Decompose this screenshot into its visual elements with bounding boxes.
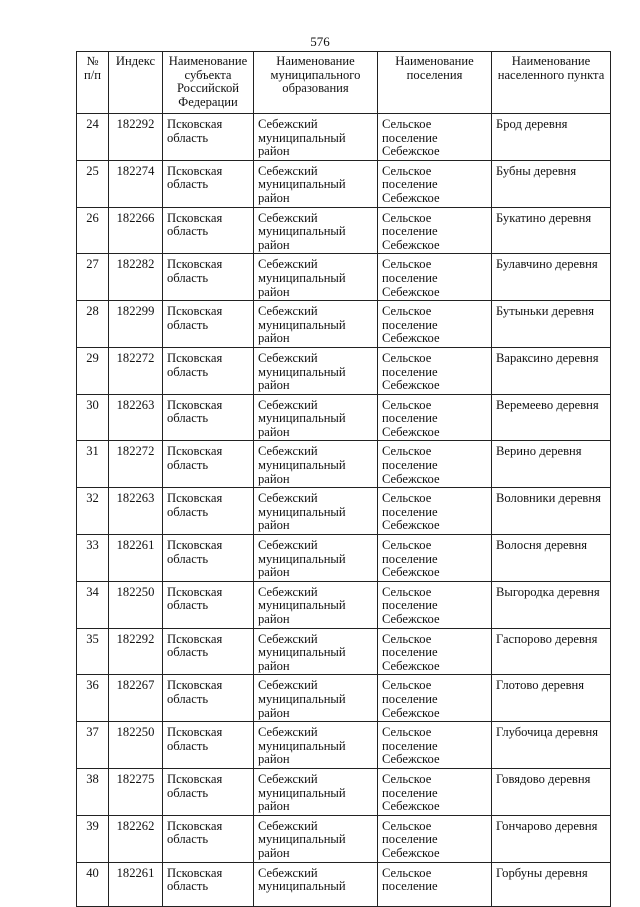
cell-index: 182266: [109, 207, 163, 254]
cell-settlement: Сельское поселение Себежское: [378, 722, 492, 769]
cell-locality: Глубочица деревня: [492, 722, 611, 769]
cell-region: Псковская область: [163, 722, 254, 769]
table-body: [77, 114, 611, 907]
table-row: [77, 254, 611, 301]
cell-settlement: Сельское поселение Себежское: [378, 581, 492, 628]
cell-number: 38: [77, 768, 109, 815]
cell-settlement: Сельское поселение Себежское: [378, 394, 492, 441]
cell-region: Псковская область: [163, 628, 254, 675]
cell-number: 40: [77, 862, 109, 906]
cell-settlement: Сельское поселение Себежское: [378, 441, 492, 488]
table-row: [77, 301, 611, 348]
header-row: [77, 52, 611, 114]
table-row: [77, 768, 611, 815]
cell-index: 182261: [109, 862, 163, 906]
cell-number: 34: [77, 581, 109, 628]
cell-index: 182282: [109, 254, 163, 301]
cell-locality: Булавчино деревня: [492, 254, 611, 301]
cell-number: 31: [77, 441, 109, 488]
cell-number: 24: [77, 114, 109, 161]
cell-locality: Глотово деревня: [492, 675, 611, 722]
table-row: [77, 581, 611, 628]
cell-municipality: Себежский муниципальный район: [254, 347, 378, 394]
cell-settlement: Сельское поселение: [378, 862, 492, 906]
cell-settlement: Сельское поселение Себежское: [378, 254, 492, 301]
cell-municipality: Себежский муниципальный район: [254, 254, 378, 301]
cell-index: 182274: [109, 160, 163, 207]
cell-locality: Бубны деревня: [492, 160, 611, 207]
cell-locality: Воловники деревня: [492, 488, 611, 535]
header-index: Индекс: [109, 52, 163, 114]
cell-settlement: Сельское поселение Себежское: [378, 347, 492, 394]
table-row: [77, 862, 611, 906]
cell-municipality: Себежский муниципальный район: [254, 488, 378, 535]
cell-municipality: Себежский муниципальный район: [254, 768, 378, 815]
table-row: [77, 347, 611, 394]
cell-settlement: Сельское поселение Себежское: [378, 114, 492, 161]
cell-index: 182267: [109, 675, 163, 722]
cell-locality: Бутыньки деревня: [492, 301, 611, 348]
cell-locality: Брод деревня: [492, 114, 611, 161]
cell-index: 182272: [109, 347, 163, 394]
cell-index: 182261: [109, 535, 163, 582]
cell-locality: Букатино деревня: [492, 207, 611, 254]
cell-number: 37: [77, 722, 109, 769]
cell-municipality: Себежский муниципальный район: [254, 722, 378, 769]
cell-index: 182263: [109, 394, 163, 441]
cell-settlement: Сельское поселение Себежское: [378, 815, 492, 862]
cell-settlement: Сельское поселение Себежское: [378, 488, 492, 535]
table-row: [77, 394, 611, 441]
cell-index: 182263: [109, 488, 163, 535]
cell-number: 27: [77, 254, 109, 301]
cell-locality: Гончарово деревня: [492, 815, 611, 862]
cell-locality: Вараксино деревня: [492, 347, 611, 394]
cell-settlement: Сельское поселение Себежское: [378, 160, 492, 207]
cell-settlement: Сельское поселение Себежское: [378, 768, 492, 815]
table-row: [77, 207, 611, 254]
cell-region: Псковская область: [163, 675, 254, 722]
table-row: [77, 535, 611, 582]
table-row: [77, 815, 611, 862]
localities-table: [76, 51, 611, 907]
cell-number: 28: [77, 301, 109, 348]
table-row: [77, 722, 611, 769]
cell-municipality: Себежский муниципальный район: [254, 114, 378, 161]
cell-municipality: Себежский муниципальный район: [254, 441, 378, 488]
table-row: [77, 160, 611, 207]
cell-index: 182272: [109, 441, 163, 488]
cell-municipality: Себежский муниципальный район: [254, 394, 378, 441]
cell-settlement: Сельское поселение Себежское: [378, 675, 492, 722]
cell-settlement: Сельское поселение Себежское: [378, 301, 492, 348]
cell-region: Псковская область: [163, 114, 254, 161]
cell-region: Псковская область: [163, 768, 254, 815]
cell-municipality: Себежский муниципальный район: [254, 628, 378, 675]
cell-municipality: Себежский муниципальный район: [254, 535, 378, 582]
cell-index: 182299: [109, 301, 163, 348]
cell-region: Псковская область: [163, 441, 254, 488]
cell-region: Псковская область: [163, 394, 254, 441]
cell-locality: Говядово деревня: [492, 768, 611, 815]
cell-number: 26: [77, 207, 109, 254]
cell-number: 35: [77, 628, 109, 675]
cell-locality: Верино деревня: [492, 441, 611, 488]
cell-index: 182292: [109, 114, 163, 161]
cell-locality: Волосня деревня: [492, 535, 611, 582]
cell-region: Псковская область: [163, 301, 254, 348]
cell-municipality: Себежский муниципальный район: [254, 301, 378, 348]
cell-region: Псковская область: [163, 347, 254, 394]
cell-municipality: Себежский муниципальный район: [254, 581, 378, 628]
table-row: [77, 675, 611, 722]
cell-index: 182262: [109, 815, 163, 862]
header-number: [77, 52, 109, 114]
table-header: [77, 52, 611, 114]
cell-number: 36: [77, 675, 109, 722]
cell-municipality: Себежский муниципальный: [254, 862, 378, 906]
cell-number: 32: [77, 488, 109, 535]
cell-locality: Горбуны деревня: [492, 862, 611, 906]
cell-region: Псковская область: [163, 160, 254, 207]
header-region: Наименование субъекта Российской Федерации: [163, 52, 254, 114]
cell-number: 39: [77, 815, 109, 862]
cell-region: Псковская область: [163, 488, 254, 535]
cell-locality: Выгородка деревня: [492, 581, 611, 628]
header-municipality: Наименование муниципального образования: [254, 52, 378, 114]
table-row: [77, 488, 611, 535]
cell-index: 182275: [109, 768, 163, 815]
cell-municipality: Себежский муниципальный район: [254, 815, 378, 862]
table-row: [77, 441, 611, 488]
cell-settlement: Сельское поселение Себежское: [378, 207, 492, 254]
cell-number: 30: [77, 394, 109, 441]
cell-municipality: Себежский муниципальный район: [254, 207, 378, 254]
cell-locality: Гаспорово деревня: [492, 628, 611, 675]
cell-region: Псковская область: [163, 207, 254, 254]
cell-index: 182250: [109, 581, 163, 628]
cell-locality: Веремеево деревня: [492, 394, 611, 441]
cell-municipality: Себежский муниципальный район: [254, 160, 378, 207]
cell-settlement: Сельское поселение Себежское: [378, 628, 492, 675]
table-row: [77, 628, 611, 675]
cell-settlement: Сельское поселение Себежское: [378, 535, 492, 582]
cell-municipality: Себежский муниципальный район: [254, 675, 378, 722]
cell-region: Псковская область: [163, 581, 254, 628]
header-locality: Наименование населенного пункта: [492, 52, 611, 114]
cell-index: 182250: [109, 722, 163, 769]
cell-number: 29: [77, 347, 109, 394]
cell-number: 33: [77, 535, 109, 582]
cell-region: Псковская область: [163, 254, 254, 301]
cell-index: 182292: [109, 628, 163, 675]
cell-region: Псковская область: [163, 862, 254, 906]
page-number: 576: [310, 34, 330, 49]
header-settlement: Наименование поселения: [378, 52, 492, 114]
cell-region: Псковская область: [163, 815, 254, 862]
cell-region: Псковская область: [163, 535, 254, 582]
cell-number: 25: [77, 160, 109, 207]
header-number-label: № п/п: [84, 54, 101, 82]
table-row: [77, 114, 611, 161]
